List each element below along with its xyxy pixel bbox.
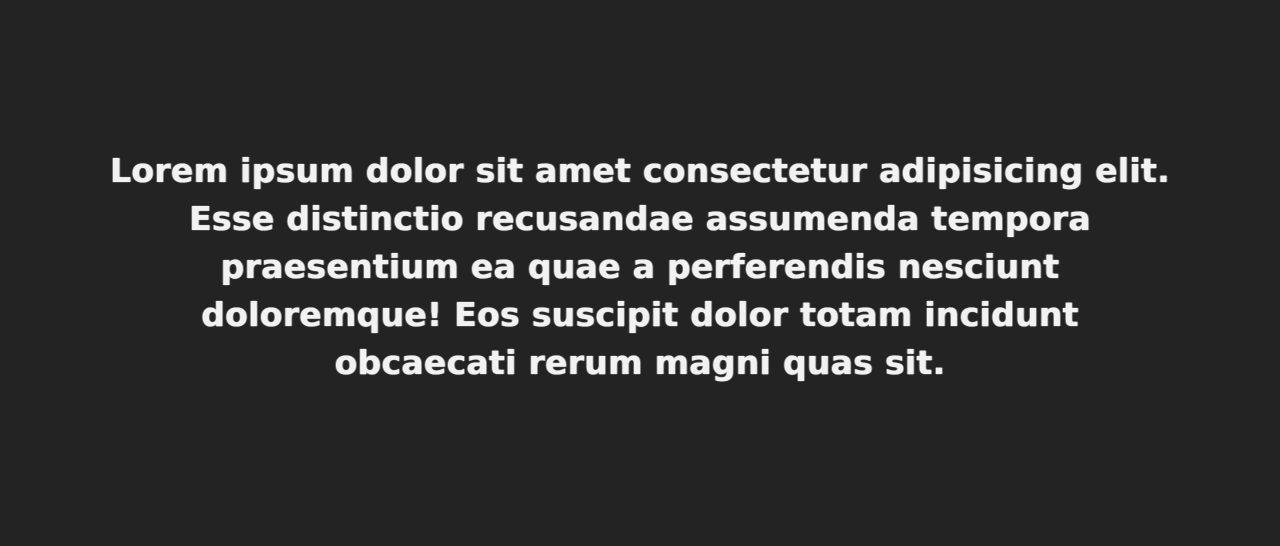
paragraph-line-1: Lorem ipsum dolor sit amet consectetur adipisicing elit. [110,151,1170,190]
paragraph-line-3: praesentium ea quae a perferendis nesciunt [220,247,1060,286]
paragraph-line-5: obcaecati rerum magni quas sit. [334,343,946,382]
paragraph-line-4: doloremque! Eos suscipit dolor totam incidunt [201,295,1079,334]
chalk-paragraph [100,147,1180,387]
paragraph-line-2: Esse distinctio recusandae assumenda tempora [189,199,1091,238]
